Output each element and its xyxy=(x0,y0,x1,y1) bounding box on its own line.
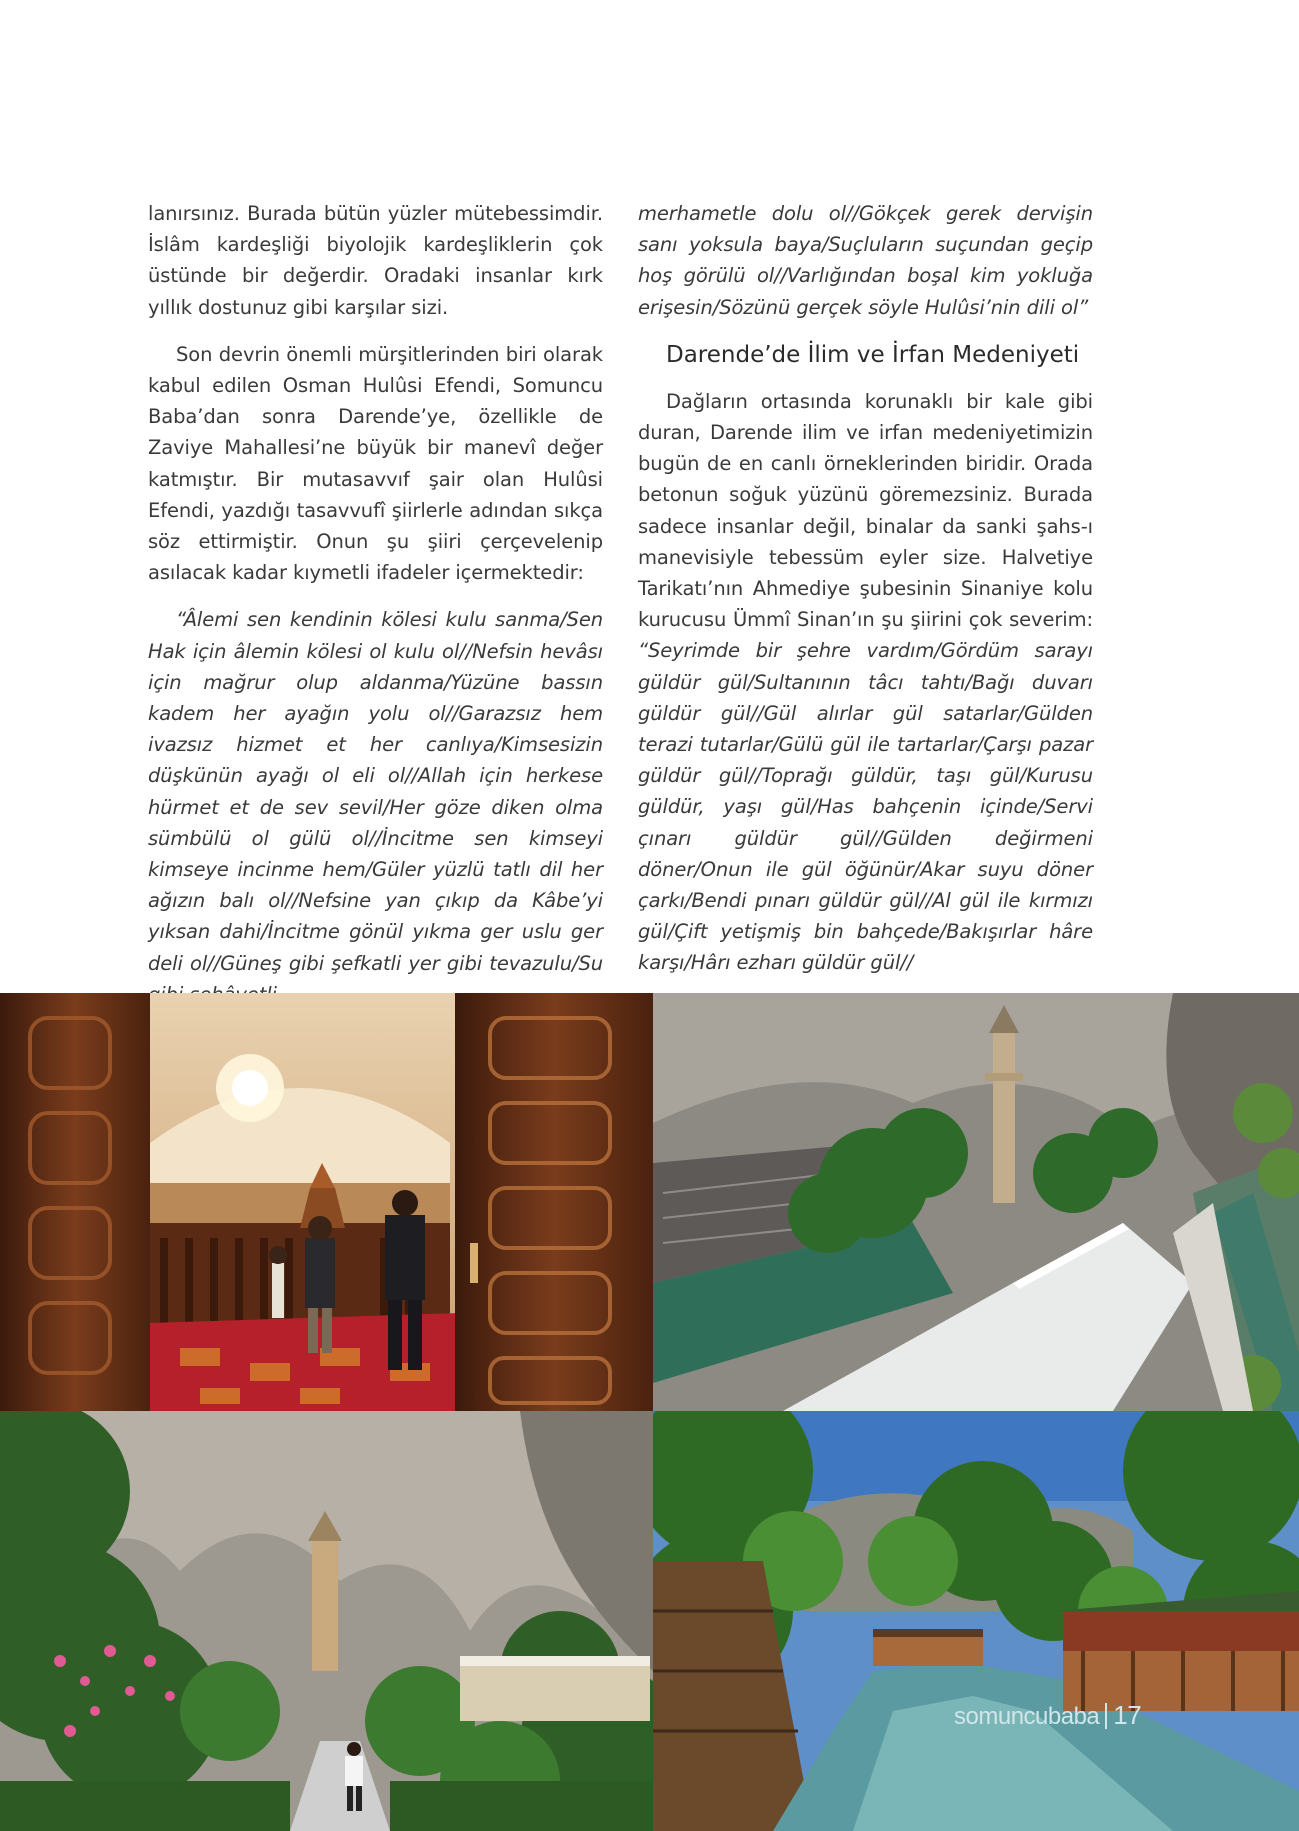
left-text-column xyxy=(148,198,603,1010)
mosque-courtyard-photo xyxy=(653,993,1299,1411)
poem-hulusi-continued: merhametle dolu ol//Gökçek gerek dervişin sanı yoksula baya/Suçluların suçundan geçip hoş görülü ol//Varlığından boşal kim yokluğa erişesin/Sözünü gerçek söyle Hulûsi’nin dili ol” xyxy=(638,202,1093,319)
folio-separator xyxy=(1105,1703,1107,1729)
page-number: 17 xyxy=(1113,1700,1142,1730)
garden-path-photo xyxy=(0,1411,653,1831)
paragraph-darende-text: Dağların ortasında korunaklı bir kale gibi duran, Darende ilim ve irfan medeniyetimizin bugün de en canlı örneklerinden biridir. Orada betonun soğuk yüzünü göremezsiniz. Burada sadece insanlar değil, binalar da sanki şahs-ı manevisiyle tebessüm eyler size. Halvetiye Tarikatı’nın Ahmediye şubesinin Sinaniye kolu kurucusu Ümmî Sinan’ın şu şiirini çok severim: xyxy=(638,389,1093,632)
mosque-interior-photo xyxy=(0,993,653,1411)
paragraph-osman-hulusi: Son devrin önemli mürşitlerinden biri olarak kabul edilen Osman Hulûsi Efendi, Somuncu Baba’dan sonra Darende’ye, özellikle de Zaviye Mahallesi’ne büyük bir manevî değer katmıştır. Bir mutasavvıf şair olan Hulûsi Efendi, yazdığı tasavvufî şiirlerle adından sıkça söz ettirmiştir. Onun şu şiiri çerçevelenip asılacak kadar kıymetli ifadeler içermektedir: xyxy=(148,342,603,585)
brand-name: somuncubaba xyxy=(954,1703,1100,1730)
right-text-column xyxy=(638,198,1093,979)
paragraph-intro-end: lanırsınız. Burada bütün yüzler mütebessimdir. İslâm kardeşliği biyolojik kardeşliklerin çok üstünde bir değerdir. Oradaki insanlar kırk yıllık dostunuz gibi karşılar sizi. xyxy=(148,202,603,319)
page-folio xyxy=(954,1700,1141,1731)
river-canal-photo xyxy=(653,1411,1299,1831)
poem-hulusi: “Âlemi sen kendinin kölesi kulu sanma/Sen Hak için âlemin kölesi ol kulu ol//Nefsin hevâsı için mağrur olup aldanma/Yüzüne bassın kadem her ayağın yolu ol//Garazsız hem ivazsız hizmet et her canlıya/Kimsesizin düşkünün ayağı ol eli ol//Allah için herkese hürmet et de sev sevil/Her göze diken olma sümbülü ol gülü ol//İncitme sen kimseyi kimseye incinme hem/Güler yüzlü tatlı dil her ağızın balı ol//Nefsine yan çıkıp da Kâbe’yi yıksan dahi/İncitme gönül yıkma ger uslu ger deli ol//Güneş gibi şefkatli yer gibi tevazulu/Su xyxy=(148,608,603,975)
section-heading: Darende’de İlim ve İrfan Medeniyeti xyxy=(666,341,1080,368)
paragraph-darende xyxy=(638,386,1093,979)
poem-ummi-sinan: “Seyrimde bir şehre vardım/Gördüm sarayı güldür gül/Sultanının tâcı tahtı/Bağı duvarı güldür gül//Gül alırlar gül satarlar/Gülden terazi tutarlar/Gülü gül ile tartarlar/Çarşı pazar güldür gül//Toprağı güldür, taşı gül/Kurusu güldür, yaşı gül/Has bahçenin içinde/Servi çınarı güldür gül//Gülden değirmeni döner/Onun ile gül öğünür/Akar suyu döner çarkı/Bendi pınarı güldür gül//Al gül ile kırmızı gül/Çift yetişmiş bin bahçede/Bakışırlar hâre karşı/Hârı ezharı güldür gül// xyxy=(638,639,1093,975)
